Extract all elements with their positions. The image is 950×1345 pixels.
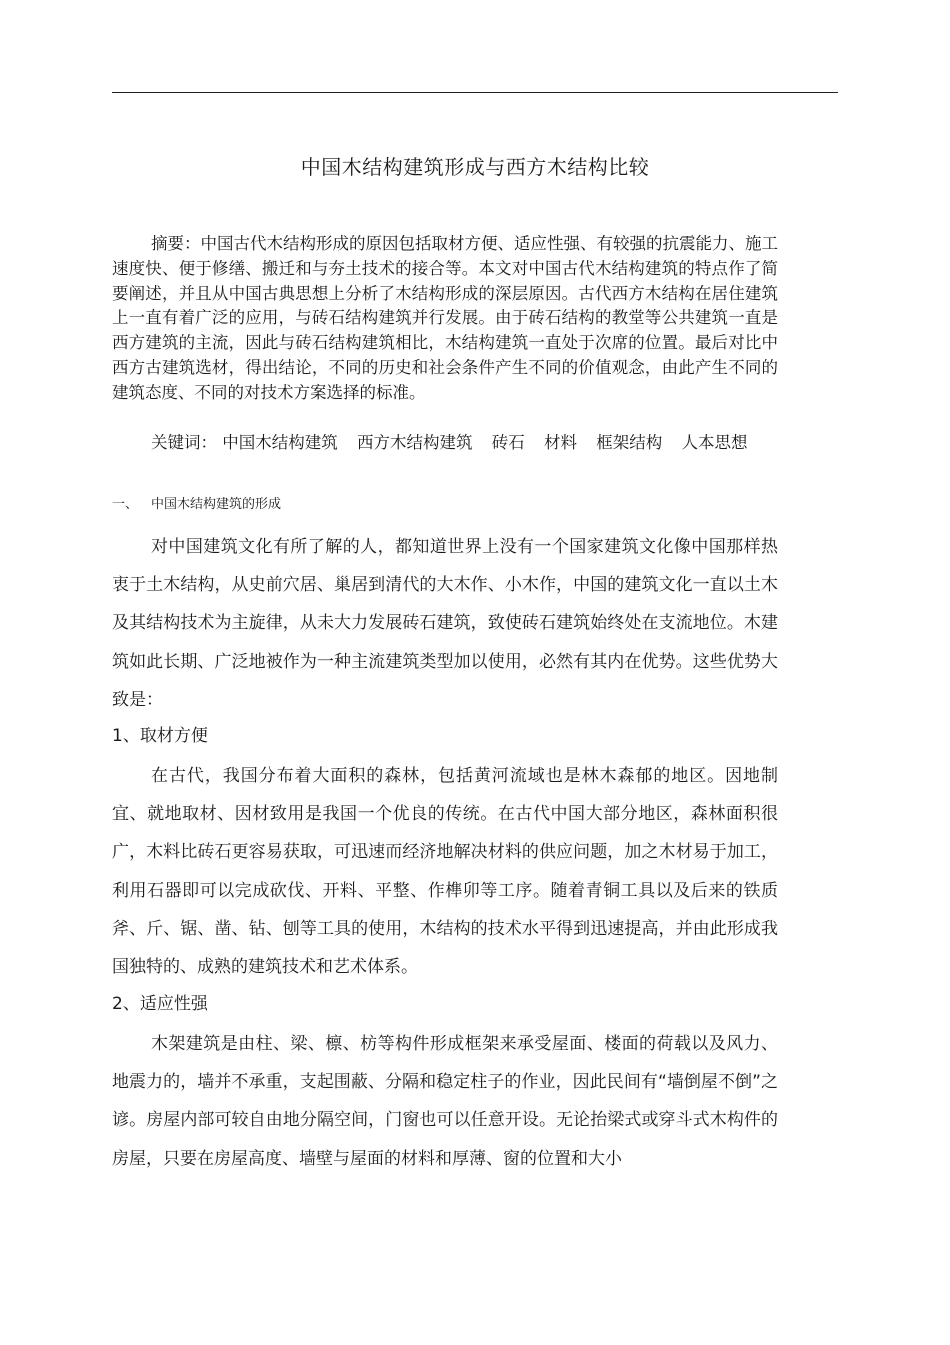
subsection-paragraph-2: 木架建筑是由柱、梁、檩、枋等构件形成框架来承受屋面、楼面的荷载以及风力、地震力的，墙并不承重，支起围蔽、分隔和稳定柱子的作业，因此民间有“墙倒屋不倒”之谚。房屋内部可较自由地分隔空间，门窗也可以任意开设。无论抬梁式或穿斗式木构件的房屋，只要在房屋高度、墙壁与屋面的材料和厚薄、窗的位置和大小 — [112, 1034, 778, 1169]
keywords-label: 关键词： — [151, 433, 217, 452]
subsection-heading-2: 2、适应性强 — [112, 994, 208, 1014]
abstract-text: 摘要：中国古代木结构形成的原因包括取材方便、适应性强、有较强的抗震能力、施工速度快、便于修缮、搬迁和与夯土技术的接合等。本文对中国古代木结构建筑的特点作了简要阐述，并且从中国古典思想上分析了木结构形成的深层原因。古代西方木结构在居住建筑上一直有着广泛的应用，与砖石结构建筑并行发展。由于砖石结构的教堂等公共建筑一直是西方建筑的主流，因此与砖石结构建筑相比，木结构建筑一直处于次席的位置。最后对比中西方古建筑选材，得出结论，不同的历史和社会条件产生不同的价值观念，由此产生不同的建筑态度、不同的对技术方案选择的标准。 — [112, 234, 778, 402]
section-intro-paragraph: 对中国建筑文化有所了解的人，都知道世界上没有一个国家建筑文化像中国那样热衷于土木结构，从史前穴居、巢居到清代的大木作、小木作，中国的建筑文化一直以土木及其结构技术为主旋律，从未大力发展砖石建筑，致使砖石建筑始终处在支流地位。木建筑如此长期、广泛地被作为一种主流建筑类型加以使用，必然有其内在优势。这些优势大致是： — [112, 537, 778, 710]
header-rule — [112, 92, 838, 93]
document-title: 中国木结构建筑形成与西方木结构比较 — [300, 155, 650, 179]
keyword: 中国木结构建筑 — [222, 433, 338, 452]
abstract — [112, 232, 778, 406]
keywords-line — [151, 430, 748, 456]
keyword: 砖石 — [491, 433, 525, 452]
section-heading — [112, 496, 281, 514]
keyword: 框架结构 — [596, 433, 663, 452]
keyword: 西方木结构建筑 — [357, 433, 473, 452]
section-title: 中国木结构建筑的形成 — [151, 497, 282, 512]
section-number: 一、 — [112, 497, 139, 512]
keyword: 材料 — [544, 433, 577, 452]
subsection-heading-1: 1、取材方便 — [112, 726, 208, 746]
subsection-paragraph-1: 在古代，我国分布着大面积的森林，包括黄河流域也是林木森郁的地区。因地制宜、就地取材、因材致用是我国一个优良的传统。在古代中国大部分地区，森林面积很广，木料比砖石更容易获取，可迅速而经济地解决材料的供应问题，加之木材易于加工，利用石器即可以完成砍伐、开料、平整、作榫卯等工序。随着青铜工具以及后来的铁质斧、斤、锯、凿、钻、刨等工具的使用，木结构的技术水平得到迅速提高，并由此形成我国独特的、成熟的建筑技术和艺术体系。 — [112, 766, 778, 978]
keyword: 人本思想 — [681, 433, 748, 452]
